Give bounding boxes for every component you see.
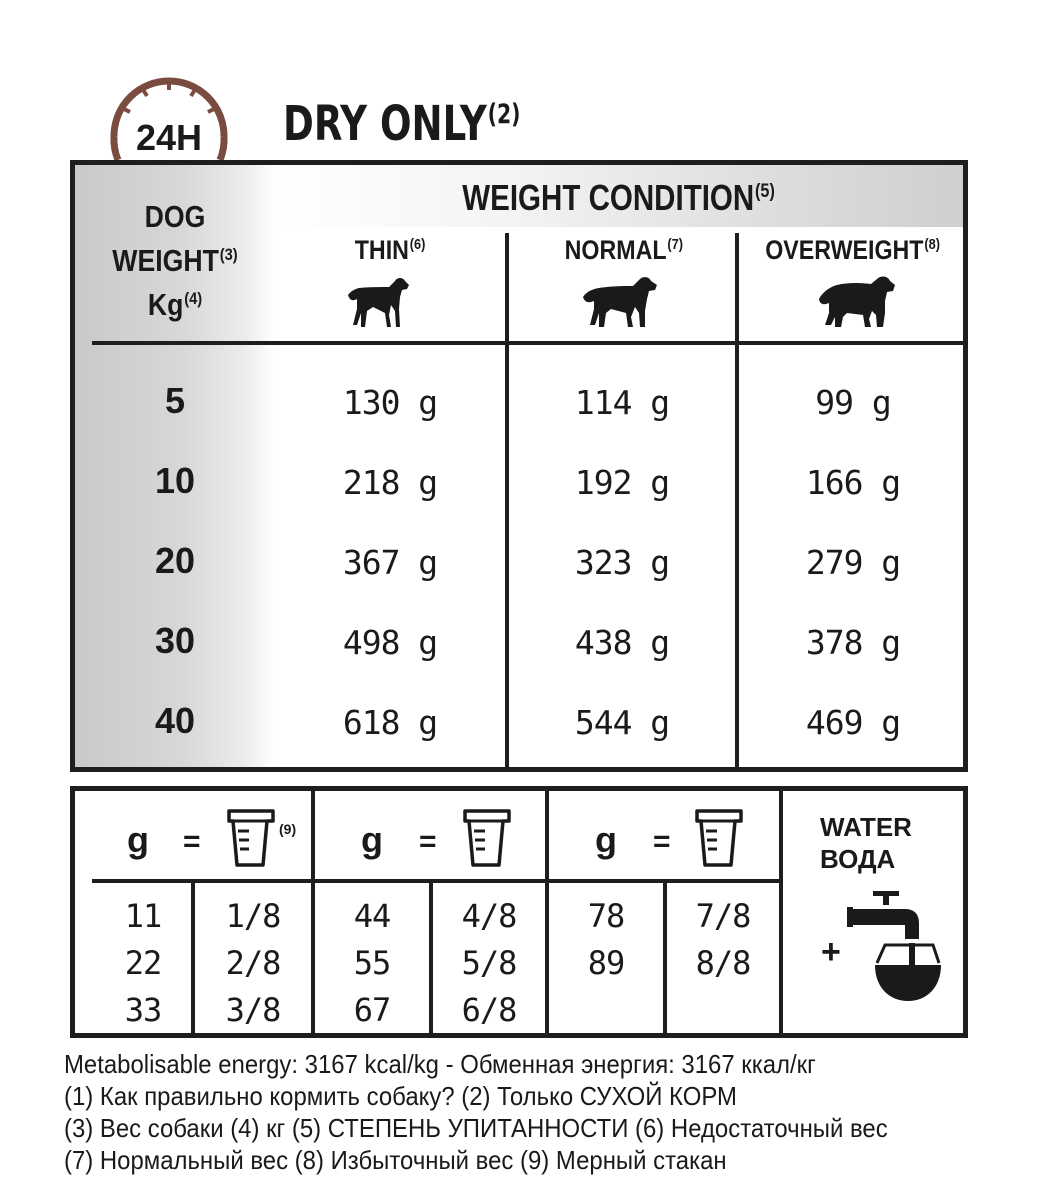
grams-value: 11 bbox=[124, 897, 162, 935]
normal-cell: 438 g bbox=[574, 623, 670, 662]
grams-value: 78 bbox=[587, 897, 625, 935]
dog-weight-line3: Kg$^{(4)}$ bbox=[147, 287, 203, 322]
grams-value: 89 bbox=[587, 944, 625, 982]
grams-label: g bbox=[361, 819, 383, 860]
overweight-cell: 279 g bbox=[805, 543, 901, 582]
grams-value: 44 bbox=[353, 897, 391, 935]
overweight-dog-icon bbox=[817, 275, 897, 333]
thin-cell: 130 g bbox=[342, 383, 438, 422]
weight-condition-header: WEIGHT CONDITION$^{(5)}$ bbox=[462, 177, 776, 218]
footnote-line: (7) Нормальный вес (8) Избыточный вес (9) Мерный стакан bbox=[64, 1145, 727, 1175]
footnote-line: Metabolisable energy: 3167 kcal/kg - Обменная энергия: 3167 ккал/кг bbox=[64, 1049, 816, 1079]
overweight-cell: 166 g bbox=[805, 463, 901, 502]
measuring-cup-icon bbox=[459, 805, 515, 869]
cup-value: 4/8 bbox=[461, 897, 517, 935]
normal-cell: 192 g bbox=[574, 463, 670, 502]
cup-value: 2/8 bbox=[225, 944, 281, 982]
thin-cell: 218 g bbox=[342, 463, 438, 502]
overweight-cell: 99 g bbox=[815, 383, 891, 422]
thin-cell: 498 g bbox=[342, 623, 438, 662]
weight-cell: 40 bbox=[154, 700, 196, 741]
cup-value: 3/8 bbox=[225, 991, 281, 1029]
cup-value: 6/8 bbox=[461, 991, 517, 1029]
weight-cell: 20 bbox=[154, 540, 196, 581]
col-head-thin: THIN$^{(6)}$ bbox=[354, 235, 426, 265]
cup-value: 8/8 bbox=[695, 944, 751, 982]
24h-clock-badge-icon bbox=[104, 76, 234, 168]
grams-value: 33 bbox=[124, 991, 162, 1029]
dog-weight-header bbox=[75, 195, 275, 327]
page-title: DRY ONLY$^{(2)}$ bbox=[283, 96, 521, 152]
thin-cell: 367 g bbox=[342, 543, 438, 582]
grams-value: 22 bbox=[124, 944, 162, 982]
group-divider bbox=[779, 791, 783, 1033]
grams-label: g bbox=[595, 819, 617, 860]
grams-label: g bbox=[127, 819, 149, 860]
cup-footnote-sup: (9) bbox=[279, 821, 297, 837]
overweight-cell: 469 g bbox=[805, 703, 901, 742]
col-head-normal: NORMAL$^{(7)}$ bbox=[564, 235, 684, 265]
plus-sign: + bbox=[821, 933, 841, 971]
measuring-cup-icon bbox=[223, 805, 279, 869]
normal-cell: 544 g bbox=[574, 703, 670, 742]
cup-value: 1/8 bbox=[225, 897, 281, 935]
weight-cell: 30 bbox=[154, 620, 196, 661]
grams-value: 55 bbox=[353, 944, 391, 982]
weight-cell: 5 bbox=[164, 380, 186, 421]
grams-value: 67 bbox=[353, 991, 391, 1029]
dog-weight-line2: WEIGHT$^{(3)}$ bbox=[112, 243, 238, 278]
footnote-line: (3) Вес собаки (4) кг (5) СТЕПЕНЬ УПИТАННОСТИ (6) Недостаточный вес bbox=[64, 1113, 888, 1143]
equals-sign: = bbox=[653, 825, 671, 858]
normal-dog-icon bbox=[581, 275, 659, 333]
badge-text: 24H bbox=[135, 117, 203, 158]
normal-cell: 323 g bbox=[574, 543, 670, 582]
header-divider bbox=[92, 879, 782, 883]
measuring-cup-icon bbox=[691, 805, 747, 869]
weight-cell: 10 bbox=[154, 460, 196, 501]
footnotes bbox=[64, 1048, 888, 1176]
cup-value: 5/8 bbox=[461, 944, 517, 982]
feeding-table bbox=[70, 160, 968, 772]
header-divider bbox=[92, 341, 963, 345]
col-head-overweight: OVERWEIGHT$^{(8)}$ bbox=[765, 235, 941, 265]
water-tap-bowl-icon bbox=[821, 887, 941, 1015]
dog-weight-line1: DOG bbox=[144, 199, 206, 234]
equals-sign: = bbox=[419, 825, 437, 858]
measuring-cup-table bbox=[70, 786, 968, 1038]
normal-cell: 114 g bbox=[574, 383, 670, 422]
overweight-cell: 378 g bbox=[805, 623, 901, 662]
cup-value: 7/8 bbox=[695, 897, 751, 935]
footnote-line: (1) Как правильно кормить собаку? (2) Только СУХОЙ КОРМ bbox=[64, 1081, 737, 1111]
thin-dog-icon bbox=[345, 275, 411, 333]
equals-sign: = bbox=[183, 825, 201, 858]
water-label: WATER ВОДА bbox=[820, 812, 912, 874]
thin-cell: 618 g bbox=[342, 703, 438, 742]
